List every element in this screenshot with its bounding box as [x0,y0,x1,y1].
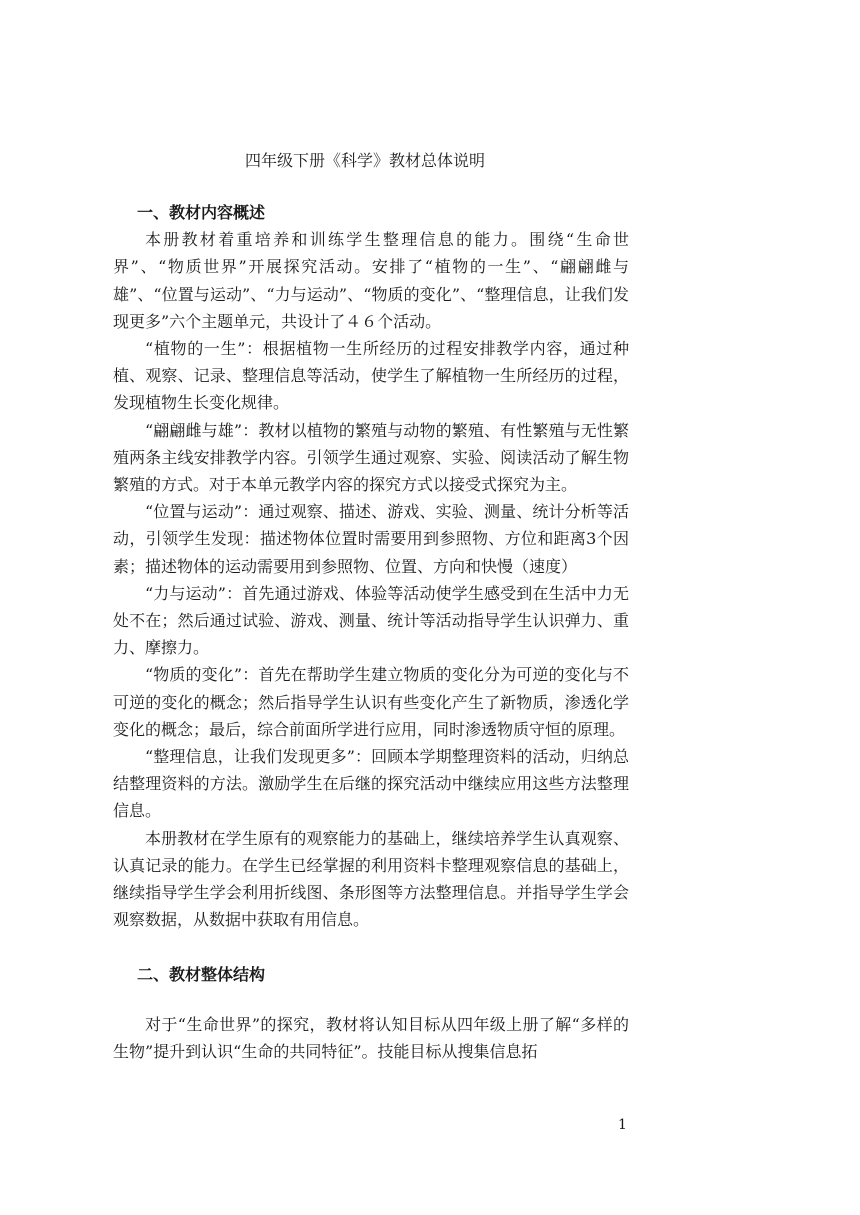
section-heading-structure: 二、教材整体结构 [137,965,266,985]
paragraph: 本册教材着重培养和训练学生整理信息的能力。围绕“生命世界”、“物质世界”开展探究活动。安排了“植物的一生”、“翩翩雌与雄”、“位置与运动”、“力与运动”、“物质的变化”、“整理信息，让我们发现更多”六个主题单元，共设计了４６个活动。 [113,230,629,331]
page-number: 1 [618,1117,627,1133]
document-body [113,199,629,1065]
section-heading-overview: 一、教材内容概述 [137,203,266,222]
document-title: 四年级下册《科学》教材总体说明 [244,151,485,170]
paragraph: 本册教材在学生原有的观察能力的基础上，继续培养学生认真观察、认真记录的能力。在学生已经掌握的利用资料卡整理观察信息的基础上，继续指导学生学会利用折线图、条形图等方法整理信息。并指导学生学会观察数据，从数据中获取有用信息。 [113,828,629,930]
paragraph: “翩翩雌与雄”：教材以植物的繁殖与动物的繁殖、有性繁殖与无性繁殖两条主线安排教学内容。引领学生通过观察、实验、阅读活动了解生物繁殖的方式。对于本单元教学内容的探究方式以接受式探究为主。 [113,420,629,495]
paragraph: 对于“生命世界”的探究，教材将认知目标从四年级上册了解“多样的生物”提升到认识“生命的共同特征”。技能目标从搜集信息拓 [113,1014,629,1061]
paragraph: “位置与运动”：通过观察、描述、游戏、实验、测量、统计分析等活动，引领学生发现：描述物体位置时需要用到参照物、方位和距离3个因素；描述物体的运动需要用到参照物、位置、方向和快慢（速度） [113,502,629,576]
paragraph: “力与运动”：首先通过游戏、体验等活动使学生感受到在生活中力无处不在；然后通过试验、游戏、测量、统计等活动指导学生认识弹力、重力、摩擦力。 [113,583,629,658]
spacer [113,989,629,1011]
paragraph: “物质的变化”：首先在帮助学生建立物质的变化分为可逆的变化与不可逆的变化的概念；然后指导学生认识有些变化产生了新物质，渗透化学变化的概念；最后，综合前面所学进行应用，同时渗透物质守恒的原理。 [113,665,629,739]
paragraph: “整理信息，让我们发现更多”：回顾本学期整理资料的活动，归纳总结整理资料的方法。激励学生在后继的探究活动中继续应用这些方法整理信息。 [113,747,629,821]
paragraph: “植物的一生”：根据植物一生所经历的过程安排教学内容，通过种植、观察、记录、整理信息等活动，使学生了解植物一生所经历的过程，发现植物生长变化规律。 [113,339,629,413]
